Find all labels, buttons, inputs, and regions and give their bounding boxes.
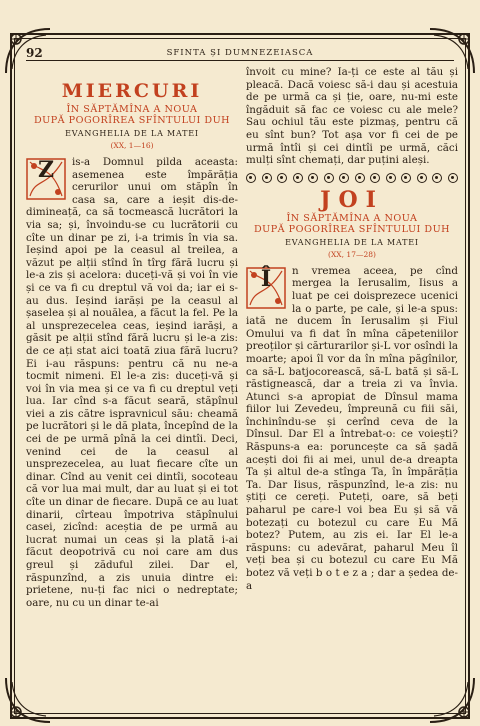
drop-cap: [26, 158, 66, 200]
section-subtitle-line: DUPĂ POGORÎREA SFÎNTULUI DUH: [33, 115, 231, 126]
right-column: [246, 66, 458, 592]
ornamental-divider: [246, 173, 458, 185]
paragraph: is-a Domnul pilda aceasta: asemenea este împărăția cerurilor unui om stăpîn în casa sa, care a ieșit dis-de-dimineață, ca să tocmească lucrători la via sa; și, învoindu-se cu lucrătorii cu cîte un dinar pe zi, i-a trimis în via sa. Ieșind apoi pe la ceasul al treilea, a văzut pe alții stînd în tîrg fără lucru și le-a zis și acelora: duceți-vă și voi în vie și ce va fi cu dreptul vă voi da; iar ei s-au dus. Ieșind iarăși pe la ceasul al șaselea și al nouălea, a făcut la fel. Pe la al unsprezecelea ceas, ieșind iarăși, a găsit pe alții stînd fără lucru și le-a zis: de ce ați stat aici toată ziua fără lucru? Ei i-au răspuns: pentru că nu ne-a tocmit nimeni. El le-a zis: duceți-vă și voi în via mea și ce va fi cu dreptul veți lua. Iar cînd s-a făcut seară, stăpînul viei a zis către ispravnicul său: cheamă pe lucrători și le dă plata, începînd de la cei de pe urmă pînă la cei dintîi. Deci, venind cei de la ceasul al unsprezecelea, au luat fiecare cîte un dinar. Cînd au venit cei dintîi, socoteau că vor lua mai mult, dar au luat și ei tot cîte un dinar de fiecare. După ce au luat dinarii, cîrteau împotriva stăpînului casei, zicînd: aceștia de pe urmă au lucrat numai un ceas și la plată i-ai făcut deopotrivă cu noi care am dus greul și zăduful zilei. Dar el, răspunzînd, a zis unuia dintre ei: prietene, nu-ți fac nici o nedreptate; oare, nu cu un dinar te-ai: [26, 156, 238, 609]
section-subtitle-line: ÎN SĂPTĂMÎNA A NOUA: [66, 104, 198, 115]
gospel-label: EVANGHELIA DE LA MATEI: [65, 129, 199, 138]
paragraph: n vremea aceea, pe cînd mergea la Ierusalim, Iisus a luat pe cei doisprezece ucenici la o parte, pe cale, și le-a spus: iată ne ducem în Ierusalim și Fiul Omului va fi dat în mîna căpeteniilor preoților și cărturarilor și-L vor osîndi la moarte; apoi îl vor da în mîna păgînilor, ca să-L batjocorească, să-L bată și să-L răstignească, dar a treia zi va învia. Atunci s-a apropiat de Dînsul mama fiilor lui Zevedeu, împreună cu fiii săi, închinîndu-se și cerînd ceva de la Dînsul. Dar El a întrebat-o: ce voiești? Răspuns-a ea: poruncește ca să șadă acești doi fii ai mei, unul de-a dreapta Ta și altul de-a stînga Ta, în împărăția Ta. Dar Iisus, răspunzînd, le-a zis: nu știți ce cereți. Puteți, oare, să beți paharul pe care-l voi bea Eu și să vă botezați cu botezul cu care Eu Mă botez? Putem, au zis ei. Iar El le-a răspuns: cu adevărat, paharul Meu îl veți bea și cu botezul cu care Eu Mă botez vă veți b o t e z a ; dar a ședea de-a: [246, 264, 458, 592]
paragraph: învoit cu mine? Ia-ți ce este al tău și pleacă. Dacă voiesc să-i dau și acestuia de pe urmă ca și ție, oare, nu-mi este îngăduit să fac ce voiesc cu ale mele? Sau ochiul tău este pizmaș, pentru că eu sînt bun? Tot așa vor fi cei de pe urmă întîi și cei dintîi pe urmă, căci mulți sînt chemați, dar puțini aleși.: [246, 66, 458, 167]
left-column: [26, 66, 238, 609]
corner-ornament-icon: [426, 674, 478, 726]
gospel-text: [26, 156, 238, 609]
page-number: 92: [26, 46, 43, 60]
section-title-joi: JOI: [320, 186, 384, 213]
gospel-text: [246, 265, 458, 592]
header-rule: [26, 60, 454, 61]
corner-ornament-icon: [2, 674, 54, 726]
drop-cap-letter: Î: [260, 265, 272, 292]
gospel-label: EVANGHELIA DE LA MATEI: [285, 237, 419, 247]
section-subtitle-line: DUPĂ POGORÎREA SFÎNTULUI DUH: [253, 223, 451, 235]
gospel-reference: (XX, 17—28): [328, 249, 376, 259]
drop-cap: [246, 267, 286, 309]
gospel-reference: (XX, 1—16): [110, 141, 154, 150]
running-title: SFINTA ȘI DUMNEZEIASCA: [166, 48, 314, 58]
section-subtitle-line: ÎN SĂPTĂMÎNA A NOUA: [286, 212, 418, 224]
drop-cap-letter: Z: [37, 157, 55, 183]
section-title-miercuri: MIERCURI: [61, 80, 203, 102]
gospel-text-continued: [246, 66, 458, 167]
